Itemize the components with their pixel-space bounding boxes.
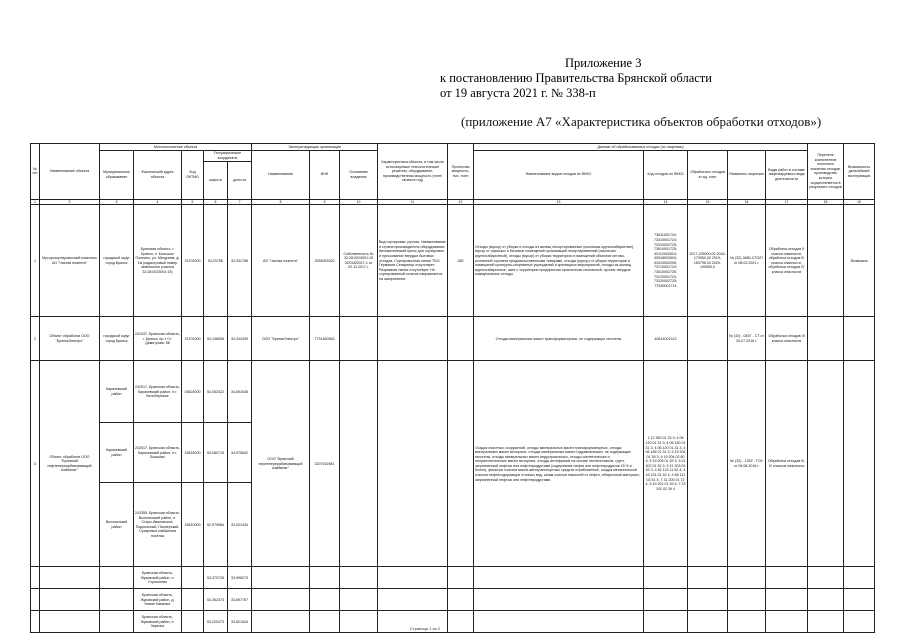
future-use xyxy=(844,361,875,567)
ownership-basis: Собственность № 32:28:0023001:15 32/018/2017-1 от 02.11.2017 г. xyxy=(340,205,378,317)
col-lat-header: широта xyxy=(204,161,228,199)
table-row xyxy=(31,611,875,633)
longitude: 33,021434 xyxy=(228,483,252,567)
latitude: 52,979984 xyxy=(204,483,228,567)
address: 243355, Брянская область, Выгоничский район, п. Старо-Ивановское, Подзольный, Пионерский, Сухаревка снабжения поселок xyxy=(134,483,182,567)
row-number: 3 xyxy=(31,361,40,567)
capacity xyxy=(448,317,474,361)
capacity: 280 xyxy=(448,205,474,317)
municipality: Выгоничский район xyxy=(100,483,134,567)
characteristic xyxy=(378,317,448,361)
license: № (32) - 0457 - СТ от 20.07.2016 г. xyxy=(728,317,766,361)
work-types: Обработка отходов III класса опасности xyxy=(766,317,808,361)
column-number: 9 xyxy=(310,199,340,205)
col-lon-header: долгота xyxy=(228,161,252,199)
longitude: 33,821544 xyxy=(228,611,252,633)
other-components xyxy=(808,205,844,317)
latitude: 53,220473 xyxy=(204,611,228,633)
oktmo: 15624000 xyxy=(182,361,204,423)
column-number: 5 xyxy=(182,199,204,205)
column-number: 13 xyxy=(474,199,644,205)
column-number: 6 xyxy=(204,199,228,205)
latitude: 53,080719 xyxy=(204,423,228,483)
column-number: 19 xyxy=(844,199,875,205)
appendix-title: Приложение 3 xyxy=(565,56,642,70)
column-number: 18 xyxy=(808,199,844,205)
address: 241037, Брянская область, г. Брянск, пр-т Ст. Димитрова, 58 xyxy=(134,317,182,361)
col-license-header: Реквизиты лицензии xyxy=(728,150,766,199)
document-subtitle: (приложение А7 «Характеристика объектов обработки отходов») xyxy=(461,114,822,129)
oktmo: 15610000 xyxy=(182,483,204,567)
future-use: Возможна xyxy=(844,205,875,317)
address: Брянская область, Жуковский район, п. Стрешнево xyxy=(134,567,182,589)
col-location-header: Местоположение объекта xyxy=(100,144,252,151)
characteristic: Вид сортировки: ручная. Наименование и страна производителя оборудования: Автоматический пресс для сортировки и прессования твердых бытовых отходов. Сортировочная линия ТБО. Германия Сепаратор отсутствует. Разрывная линия отсутствует. Не сортированный остаток направляется на захоронение. xyxy=(378,205,448,317)
col-geo-header: Географические координаты xyxy=(204,150,252,161)
facility-name: Объект обработки ООО "Брянский нефтеперерабатывающий комбинат" xyxy=(40,361,100,567)
row-number: 2 xyxy=(31,317,40,361)
ownership-basis xyxy=(340,317,378,361)
fkko-codes: 40614001313 xyxy=(644,317,688,361)
longitude: 34,343439 xyxy=(228,317,252,361)
col-basis-header: Основание владения xyxy=(340,150,378,199)
waste-types: Отходы (мусор) от уборки и отходы из жилищ несортированные (исключая крупногабаритные), мусор от офисных и бытовых помещений организаций несортированный (исключая крупногабаритный), отходы (мусор) от уборки территории и помещений объектов оптово-розничной торговли продовольственными товарами, отходы (мусор) от уборки территории и помещений культурно-спортивных учреждений и зрелищных мероприятий, отходы из жилищ крупногабаритные, смет с территории предприятия практически неопасный, прочие твердые коммунальные отходы. xyxy=(474,205,644,317)
col-future-header: Возможность дальнейшей эксплуатации xyxy=(844,144,875,200)
municipality: Карачевский район xyxy=(100,423,134,483)
column-number: 17 xyxy=(766,199,808,205)
table-row xyxy=(31,205,875,317)
waste-facilities-table xyxy=(30,143,875,633)
inn: 3254087820 xyxy=(310,205,340,317)
volume: 2017-226000,00 2018-173950,00 2019-183798,04 2020-199550,0 xyxy=(688,205,728,317)
page-footer: Страница 1 из 2 xyxy=(410,626,440,631)
municipality: городской округ город Брянск xyxy=(100,317,134,361)
longitude: 33,998273 xyxy=(228,567,252,589)
col-opname-header: Наименование xyxy=(252,150,310,199)
oktmo: 15701000 xyxy=(182,317,204,361)
col-characteristic-header: Характеристика объекта, в том числе используемые технологические решения, оборудование, производственная мощность (тонн/кв.м/м в год) xyxy=(378,144,448,200)
facility-name: Объект обработки ООО "БрянскЭлектро" xyxy=(40,317,100,361)
latitude: 53,248058 xyxy=(204,317,228,361)
characteristic xyxy=(378,361,448,567)
col-capacity-header: Проектная мощность, тыс. тонн xyxy=(448,144,474,200)
ownership-basis xyxy=(340,361,378,567)
fkko-codes: 73611001724; 73310001724; 73310002725; 73510001725; 40112002624; 40518002604; 43410002205; 73710001724; 73510002725; 73120001724; 73120002725; 73339001714 xyxy=(644,205,688,317)
operator: АО "Чистая планета" xyxy=(252,205,310,317)
capacity xyxy=(448,361,474,567)
latitude: 53,2375Б xyxy=(204,205,228,317)
col-municipality-header: Муниципальное образование xyxy=(100,150,134,199)
volume xyxy=(688,317,728,361)
table-row xyxy=(31,361,875,423)
column-number: 7 xyxy=(228,199,252,205)
latitude: 53,370728 xyxy=(204,567,228,589)
other-components xyxy=(808,317,844,361)
col-name-header: Наименование объекта xyxy=(40,144,100,200)
longitude: 34,970642 xyxy=(228,423,252,483)
column-number: 15 xyxy=(688,199,728,205)
table-row xyxy=(31,317,875,361)
row-number: 1 xyxy=(31,205,40,317)
col-other-header: Перечень компонентов полезного значения отходов, производство которых осуществляется в результате отходов xyxy=(808,144,844,200)
facility-name: Мусоросортировочный комплекс АО "Чистая планета" xyxy=(40,205,100,317)
table-row xyxy=(31,567,875,589)
other-components xyxy=(808,361,844,567)
column-number: 14 xyxy=(644,199,688,205)
column-number: 11 xyxy=(378,199,448,205)
col-operator-header: Эксплуатирующая организация xyxy=(252,144,378,151)
col-waste-header: Наименование видов отходов по ФККО xyxy=(474,150,644,199)
work-types: Обработка отходов II класса опасности, обработка отходов III класса опасности, обработка отходов IV класса опасности xyxy=(766,205,808,317)
column-number: 1 xyxy=(31,199,40,205)
col-inn-header: ИНН xyxy=(310,150,340,199)
latitude: 53,052422 xyxy=(204,361,228,423)
col-oktmo-header: Код ОКТМО xyxy=(182,150,204,199)
address: Брянская область, Жуковский район, п. Заречье xyxy=(134,611,182,633)
inn: 3207011981 xyxy=(310,361,340,567)
oktmo: 15624000 xyxy=(182,423,204,483)
col-volume-header: Обработано отходов в год, тонн xyxy=(688,150,728,199)
table-row xyxy=(31,589,875,611)
license: № (32) - 1352 - ТОУ от 26.08.2016 г. xyxy=(728,361,766,567)
longitude: 34,851636 xyxy=(228,361,252,423)
col-data-header: Данные об обрабатываемых отходах (по лицензии) xyxy=(474,144,808,151)
longitude: 33,897767 xyxy=(228,589,252,611)
column-number: 8 xyxy=(252,199,310,205)
fkko-codes: 1 12 350 01 33 3; 4 06 120 01 31 3; 4 06 150 01 31 3; 4 06 120 01 31 3; 4 06 166 01 31 3; 9 19 204 01 39 3; 9 19 204 02 60 3; 9 19 205 01 39 3; 9 21 302 01 52 3; 9 21 303 01 52 3; 4 82 123 11 52 4; 4 43 101 01 52 4; 4 68 112 02 51 4; 7 31 200 01 72 4; 9 19 201 01 39 4; 7 23 102 02 39 4 xyxy=(644,361,688,567)
license: № (32)-3650-СТО/П от 08.02.2021 г. xyxy=(728,205,766,317)
municipality: Карачевский район xyxy=(100,361,134,423)
col-num-header: № п/п xyxy=(31,144,40,200)
oktmo: 15701000 xyxy=(182,205,204,317)
column-number: 16 xyxy=(728,199,766,205)
operator: ООО "Брянский нефтеперерабатывающий комбинат" xyxy=(252,361,310,567)
volume xyxy=(688,361,728,567)
decree-date: от 19 августа 2021 г. № 338-п xyxy=(440,86,596,100)
address: Брянская область, г. Брянск, п. Большое Полпино, ул. Мичурина, д. 1м (кадастровый номер земельного участка 32:28:0023001:15) xyxy=(134,205,182,317)
latitude: 53,262373 xyxy=(204,589,228,611)
address: 242517, Брянская область, Карачевский район, п.г. Белобережье xyxy=(134,361,182,423)
work-types: Обработка отходов III, IV классов опасности xyxy=(766,361,808,567)
address: Брянская область, Жуковский район, д. Новое Каменье xyxy=(134,589,182,611)
column-number: 4 xyxy=(134,199,182,205)
col-address-header: Фактический адрес объекта xyxy=(134,150,182,199)
column-number: 3 xyxy=(100,199,134,205)
column-number: 12 xyxy=(448,199,474,205)
waste-types: Отходы минеральных масел трансформаторных, не содержащих галогены xyxy=(474,317,644,361)
waste-types: Осадок очистных сооружений, отходы минеральных масел трансформаторных, отходы минеральных масел моторных, отходы минеральных масел гидравлических, не содержащих галогены, отходы минеральных масел индустриальных, отходы синтетических и полусинтетических масел моторных, отходы антифризов на основе этиленгликоля, грунт, загрязненный нефтью или нефтепродуктами (содержание нефти или нефтепродуктов 15 % и более), фильтры очистки масла автотранспортных средств отработанные, осадок механической очистки нефтесодержащих сточных вод, шлам очистки емкостей от нефти, обтирочный материал, загрязненный нефтью или нефтепродуктами. xyxy=(474,361,644,567)
address: 242517, Брянская область, Карачевский район, п.г. Бошково xyxy=(134,423,182,483)
inn: 7731460363 xyxy=(310,317,340,361)
col-works-header: Виды работ в составе лицензируемого вида деятельности xyxy=(766,150,808,199)
future-use xyxy=(844,317,875,361)
longitude: 34,331788 xyxy=(228,205,252,317)
col-fkko-header: Код отходов по ФККО xyxy=(644,150,688,199)
column-number: 2 xyxy=(40,199,100,205)
municipality: городской округ город Брянск xyxy=(100,205,134,317)
decree-reference: к постановлению Правительства Брянской области xyxy=(440,71,712,85)
operator: ООО "БрянскЭлектро" xyxy=(252,317,310,361)
column-number: 10 xyxy=(340,199,378,205)
document-header xyxy=(440,56,712,101)
